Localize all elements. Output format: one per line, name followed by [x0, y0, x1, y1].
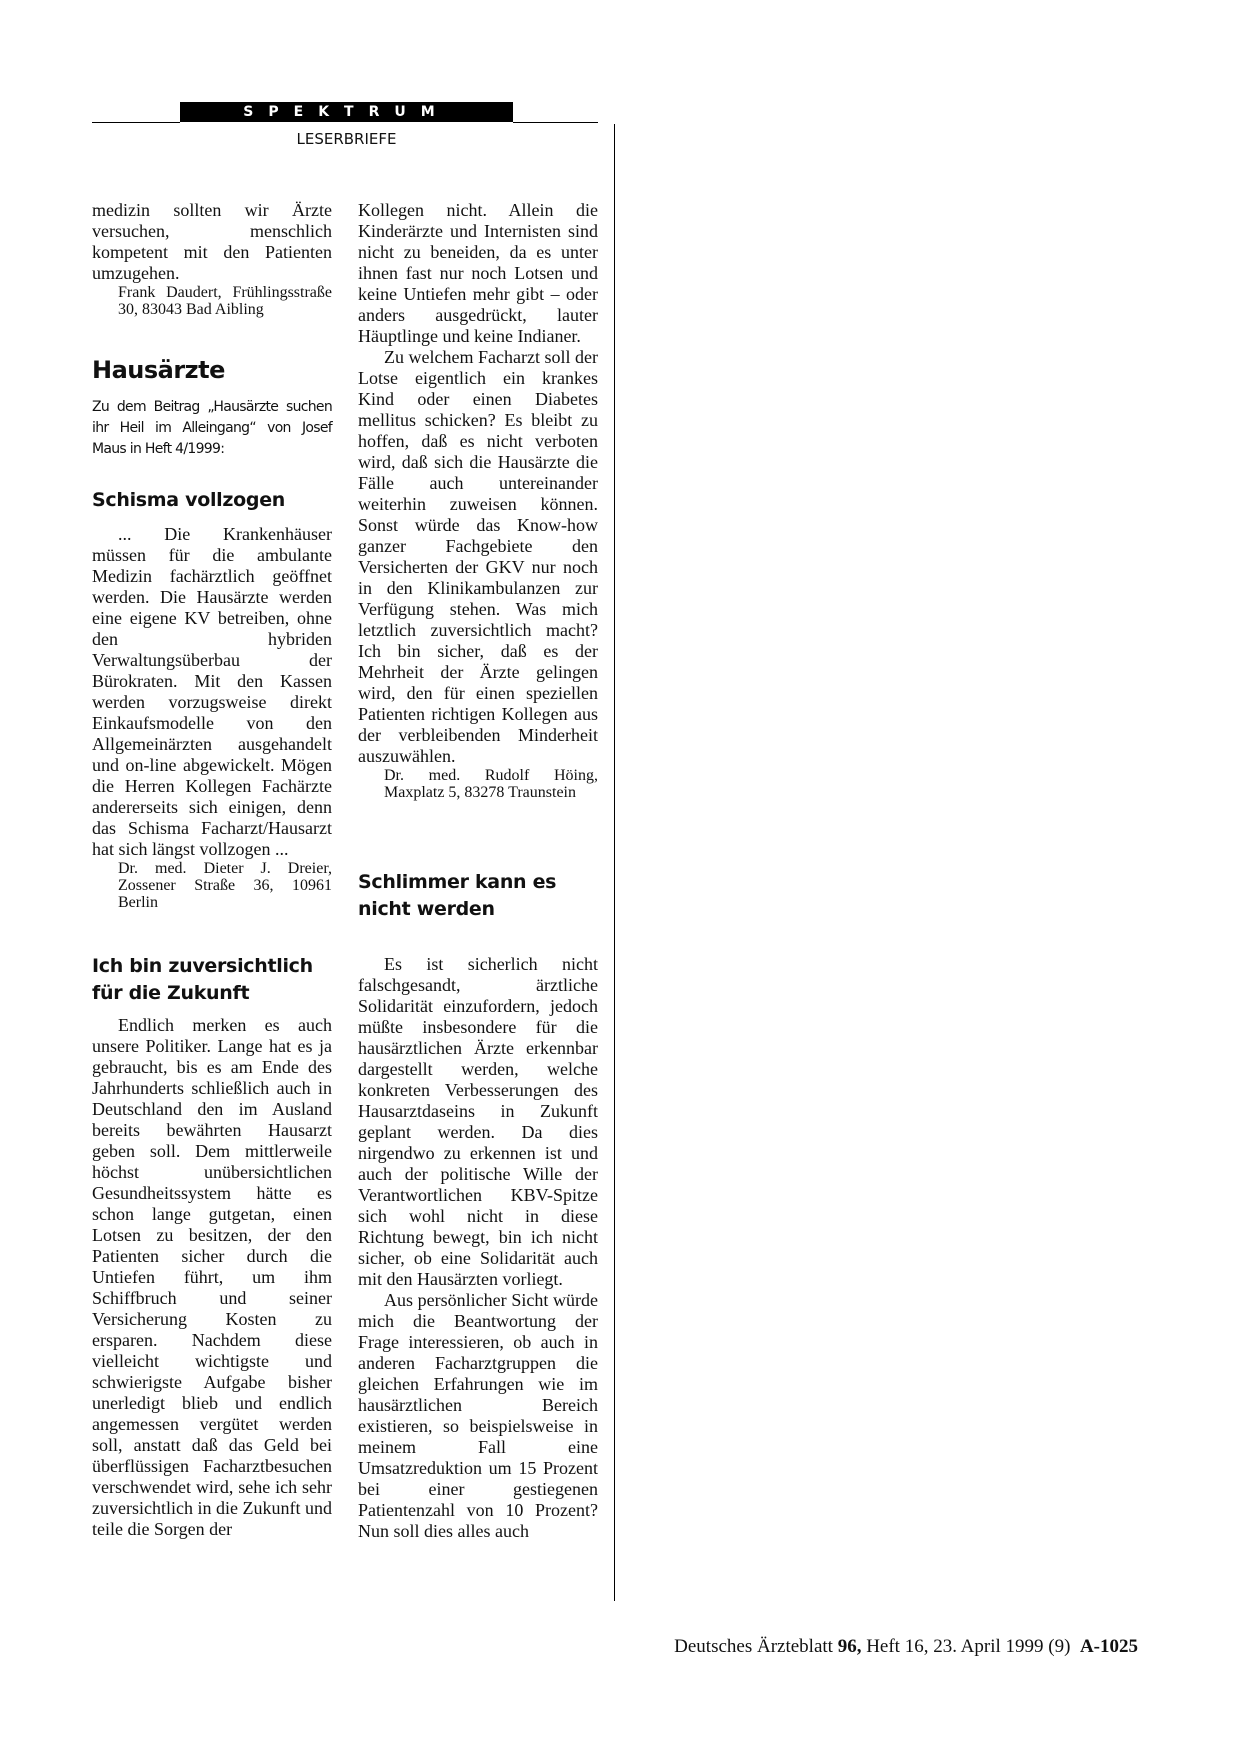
header-rule-left [92, 122, 180, 123]
page-footer [674, 1636, 1138, 1658]
topic-heading: Hausärzte [92, 356, 225, 384]
topic-lead: Zu dem Beitrag „Hausärzte suchen ihr Heil im Alleingang“ von Josef Maus in Heft 4/1999: [92, 399, 332, 457]
letter-body: ... Die Krankenhäuser müssen für die ambulante Medizin fachärztlich geöffnet werden. Die Hausärzte werden eine eigene KV betreiben, ohne den hybriden Verwaltungsüberbau der Bürokraten. Mit den Kassen werden vorzugsweise direkt Einkaufsmodelle von den Allgemeinärzten ausgehandelt und on-line abgewickelt. Mögen die Herren Kollegen Fachärzte andererseits sich einigen, denn das Schisma Facharzt/Hausarzt hat sich längst vollzogen ... [92, 524, 332, 859]
column-left [92, 200, 332, 1540]
letter-body: Endlich merken es auch unsere Politiker. Lange hat es ja gebraucht, bis es am Ende des Jahrhunderts schließlich auch in Deutschland den im Ausland bereits bewährten Hausarzt geben soll. Dem mittlerweile höchst unübersichtlichen Gesundheitssystem hätte es schon lange gutgetan, einen Lotsen zu besitzen, der den Patienten sicher durch die Untiefen führt, um ihm Schiffbruch und seiner Versicherung Kosten zu ersparen. Nachdem diese vielleicht wichtigste und schwierigste Aufgabe bisher unerledigt blieb und endlich angemessen vergütet werden soll, anstatt daß das Geld bei überflüssigen Facharztbesuchen verschwendet wird, sehe ich sehr zuversichtlich in die Zukunft und teile die Sorgen der [92, 1015, 332, 1539]
continued-paragraph: medizin sollten wir Ärzte versuchen, menschlich kompetent mit den Patienten umzugehen. [92, 200, 332, 283]
signature: Dr. med. Dieter J. Dreier, Zossener Straße 36, 10961 Berlin [118, 860, 332, 911]
letter-body: Aus persönlicher Sicht würde mich die Beantwortung der Frage interessieren, ob auch in anderen Facharztgruppen die gleichen Erfahrungen wie im hausärztlichen Bereich existieren, so beispielsweise in meinem Fall eine Umsatzreduktion um 15 Prozent bei einer gestiegenen Patientenzahl von 10 Prozent? Nun soll dies alles auch [358, 1290, 598, 1541]
continued-paragraph: Zu welchem Facharzt soll der Lotse eigentlich ein krankes Kind oder einen Diabetes mellitus schicken? Es bleibt zu hoffen, daß es nicht verboten wird, daß sich die Hausärzte die Fälle auch untereinander weiterhin zuweisen können. Sonst würde das Know-how ganzer Fachgebiete den Versicherten der GKV nur noch in den Klinikambulanzen zur Verfügung stehen. Was mich letztlich zuversichtlich macht? Ich bin sicher, daß es der Mehrheit der Ärzte gelingen wird, den für einen speziellen Patienten richtigen Kollegen aus der verbleibenden Minderheit auszuwählen. [358, 347, 598, 766]
header-rule-right [513, 122, 598, 123]
letter-title: Schlimmer kann es nicht werden [358, 871, 557, 920]
footer-journal: Deutsches Ärzteblatt [674, 1636, 833, 1657]
column-right [358, 200, 598, 1542]
letter-body: Es ist sicherlich nicht falschgesandt, ärztliche Solidarität einzufordern, jedoch müßte insbesondere für die hausärztlichen Ärzte erkennbar dargestellt werden, welche konkreten Verbesserungen des Hausarztdaseins in Zukunft geplant werden. Da dies nirgendwo zu erkennen ist und auch der politische Wille der Verantwortlichen KBV-Spitze sich wohl nicht in diese Richtung bewegt, bin ich nicht sicher, ob eine Solidarität auch mit den Hausärzten vorliegt. [358, 954, 598, 1289]
letter-title: Schisma vollzogen [92, 489, 286, 511]
signature: Frank Daudert, Frühlingsstraße 30, 83043 Bad Aibling [118, 284, 332, 318]
signature: Dr. med. Rudolf Höing, Maxplatz 5, 83278 Traunstein [384, 767, 598, 801]
spektrum-band: SPEKTRUM [180, 102, 513, 122]
footer-page-number: A-1025 [1079, 1636, 1138, 1657]
footer-issue: Heft 16, 23. April 1999 (9) [866, 1636, 1071, 1657]
footer-volume: 96, [837, 1636, 862, 1657]
letter-title: Ich bin zuversichtlich für die Zukunft [92, 955, 313, 1004]
section-label: LESERBRIEFE [296, 130, 397, 148]
continued-paragraph: Kollegen nicht. Allein die Kinderärzte und Internisten sind nicht zu beneiden, da es unter ihnen fast nur noch Lotsen und keine Untiefen mehr gibt – oder anders ausgedrückt, lauter Häuptlinge und keine Indianer. [358, 200, 598, 346]
column-rule [614, 124, 615, 1601]
